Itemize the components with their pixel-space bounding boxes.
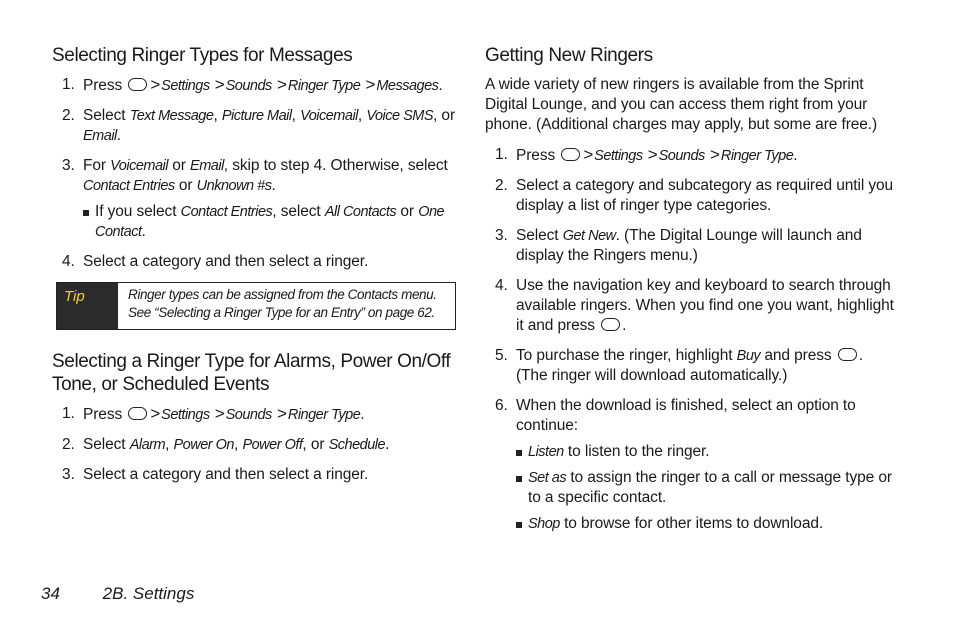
tip-box: [56, 282, 456, 330]
list-item: 2. Select Text Message, Picture Mail, Voicemail, Voice SMS, or Email.: [62, 107, 456, 144]
list-item: Set as to assign the ringer to a call or message type or to a specific contact.: [516, 468, 895, 508]
heading-getting-new-ringers: Getting New Ringers: [485, 45, 653, 66]
menu-ok-key-icon: [561, 148, 580, 161]
list-item: Listen to listen to the ringer.: [516, 442, 895, 462]
menu-ok-key-icon: [128, 78, 147, 91]
menu-ok-key-icon: [128, 407, 147, 420]
left-column: [52, 44, 456, 495]
sub-bullet-list: [516, 442, 895, 534]
sub-bullet-list: [83, 202, 456, 242]
list-item: 3. Select a category and then select a ringer.: [62, 466, 369, 483]
tip-label: Tip: [57, 283, 118, 329]
ok-key-icon: [601, 318, 620, 331]
list-item: 6. When the download is finished, select an option to continue: Listen to listen to the ringer. Set as to assign the ringer to a call or message type or to a specific contact. Shop to browse for other items to download.: [485, 396, 895, 534]
list-item: 4. Use the navigation key and keyboard to search through available ringers. When you find one you want, highlight it and press .: [495, 277, 894, 334]
page-number: 34: [41, 584, 60, 603]
list-item: 2. Select a category and subcategory as required until you display a list of ringer type categories.: [495, 177, 894, 214]
list-item: 1. Press >Settings >Sounds >Ringer Type.: [62, 404, 365, 423]
arrow-gt: >: [150, 75, 161, 94]
list-item: 1. Press >Settings >Sounds >Ringer Type >Messages.: [62, 75, 443, 94]
list-item: 1. Press >Settings >Sounds >Ringer Type.: [495, 145, 798, 164]
steps-new-ringers: [485, 145, 895, 534]
right-column: [485, 44, 895, 544]
page-footer: [41, 584, 194, 604]
list-item: 3. For Voicemail or Email, skip to step 4. Otherwise, select Contact Entries or Unknown #s. If you select Contact Entries, select All Contacts or One Contact.: [52, 156, 456, 242]
heading-ringer-types-messages: Selecting Ringer Types for Messages: [52, 45, 353, 66]
list-item: 4. Select a category and then select a ringer.: [62, 253, 369, 270]
list-item: Shop to browse for other items to download.: [516, 514, 895, 534]
list-item: If you select Contact Entries, select All Contacts or One Contact.: [83, 202, 456, 242]
section-name: 2B. Settings: [102, 584, 195, 603]
tip-text: Ringer types can be assigned from the Contacts menu. See “Selecting a Ringer Type for an Entry” on page 62.: [128, 287, 437, 320]
heading-ringer-types-alarms: Selecting a Ringer Type for Alarms, Power On/Off Tone, or Scheduled Events: [52, 351, 451, 395]
list-item: 5. To purchase the ringer, highlight Buy and press . (The ringer will download automatically.): [495, 347, 863, 384]
intro-paragraph: A wide variety of new ringers is available from the Sprint Digital Lounge, and you can access them right from your phone. (Additional charges may apply, but some are free.): [485, 76, 878, 133]
steps-messages: [52, 75, 456, 272]
ok-key-icon: [838, 348, 857, 361]
list-item: 3. Select Get New. (The Digital Lounge will launch and display the Ringers menu.): [495, 227, 862, 264]
steps-alarms: [52, 404, 456, 485]
list-item: 2. Select Alarm, Power On, Power Off, or Schedule.: [62, 436, 390, 453]
